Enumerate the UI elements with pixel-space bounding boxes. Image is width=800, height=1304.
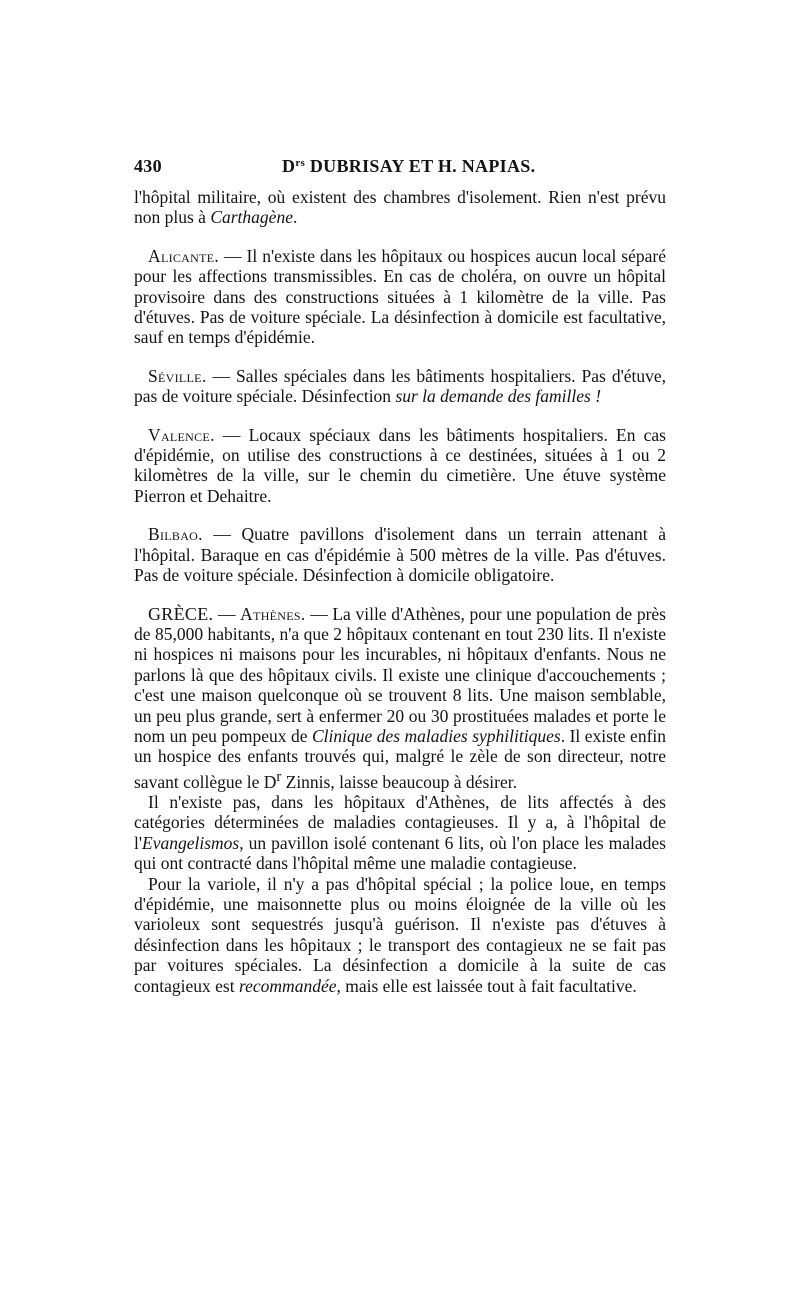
text: l'hôpital militaire, où existent des chambres d'isolement. Rien n'est prévu non plus à: [134, 187, 666, 228]
entry-bilbao: [134, 524, 666, 585]
country-heading: GRÈCE.: [148, 603, 214, 624]
running-header: [134, 156, 666, 182]
city-heading: Alicante.: [148, 245, 220, 266]
italic-city: Carthagène: [210, 207, 293, 228]
entry-seville: [134, 366, 666, 407]
author-prefix: D: [282, 156, 296, 176]
author-prefix-sup: rs: [295, 157, 306, 169]
entry-italic: sur la demande des familles !: [395, 386, 602, 407]
entry-text: Zinnis, laisse beaucoup à désirer.: [281, 771, 517, 792]
entry-alicante: [134, 246, 666, 348]
entry-text: — Quatre pavillons d'isolement dans un terrain attenant à l'hôpital. Baraque en cas d'épidémie à 500 mètres de la ville. Pas d'étuves. Pas de voiture spéciale. Désinfection à domicile obligatoire.: [134, 524, 666, 586]
page-body: [134, 187, 666, 996]
entry-text: — Salles spéciales dans les bâtiments hospitaliers. Pas d'étuve, pas de voiture spéciale. Désinfection: [134, 365, 666, 407]
italic-hospital: Evangelismos: [142, 832, 240, 853]
entry-text: — La ville d'Athènes, pour une population de près de 85,000 habitants, n'a que 2 hôpitaux contenant en tout 230 lits. Il n'existe ni hospices ni maisons pour les incurables, ni hôpitaux d'enfants. Nous ne parlons là que des hôpitaux civils. Il existe une clinique d'accouchements ; c'est une maison quelconque où se trouvent 8 lits. Une maison semblable, un peu plus grande, sert à enfermer 20 ou 30 prostituées malades et porte le nom un peu pompeux de: [134, 603, 666, 746]
entry-text: — Il n'existe dans les hôpitaux ou hospices aucun local séparé pour les affections transmissibles. En cas de choléra, on ouvre un hôpital provisoire dans des constructions situées à 1 kilomètre de la ville. Pas d'étuves. Pas de voiture spéciale. La désinfection à domicile est facultative, sauf en temps d'épidémie.: [134, 245, 666, 348]
entry-italic: Clinique des maladies syphilitiques: [311, 725, 561, 746]
city-heading: Athènes.: [240, 603, 306, 624]
heading-dash: —: [213, 603, 241, 624]
paragraph-lits-contagieux: [134, 792, 666, 874]
entry-grece-athenes: [134, 604, 666, 792]
paragraph-carthagene: [134, 187, 666, 228]
entry-text: — Locaux spéciaux dans les bâtiments hospitaliers. En cas d'épidémie, on utilise des constructions à ce destinées, situées à 1 ou 2 kilomètres de la ville, sur le chemin du cimetière. Une étuve système Pierron et Dehaitre.: [134, 424, 666, 506]
author-names: DUBRISAY ET H. NAPIAS.: [305, 156, 536, 176]
text: .: [292, 207, 298, 228]
entry-valence: [134, 425, 666, 507]
doctor-sup: r: [276, 768, 282, 785]
text: Pour la variole, il n'y a pas d'hôpital spécial ; la police loue, en temps d'épidémie, une maisonnette plus ou moins éloignée de la ville où les varioleux sont sequestrés jusqu'à guérison. Il n'existe pas d'étuves à désinfection dans les hôpitaux ; le transport des contagieux ne se fait pas par voitures spéciales. La désinfection a domicile à la suite de cas contagieux est: [134, 873, 666, 996]
page-number: 430: [134, 156, 162, 176]
text: Il n'existe pas, dans les hôpitaux d'Athènes, de lits affectés à des catégories déterminées de maladies contagieuses. Il y a, à l'hôpital de l': [134, 791, 666, 853]
entry-text: . Il existe enfin un hospice des enfants trouvés qui, malgré le zèle de son directeur, notre savant collègue le D: [134, 725, 667, 792]
city-heading: Séville.: [148, 365, 207, 386]
text: , mais elle est laissée tout à fait facultative.: [336, 975, 637, 996]
city-heading: Valence.: [148, 424, 215, 445]
running-head-authors: [282, 156, 535, 177]
italic-word: recommandée: [238, 975, 337, 996]
city-heading: Bilbao.: [148, 524, 203, 545]
text: , un pavillon isolé contenant 6 lits, où l'on place les malades qui ont contracté dans l'hôpital même une maladie contagieuse.: [134, 832, 666, 874]
paragraph-variole: [134, 874, 666, 996]
